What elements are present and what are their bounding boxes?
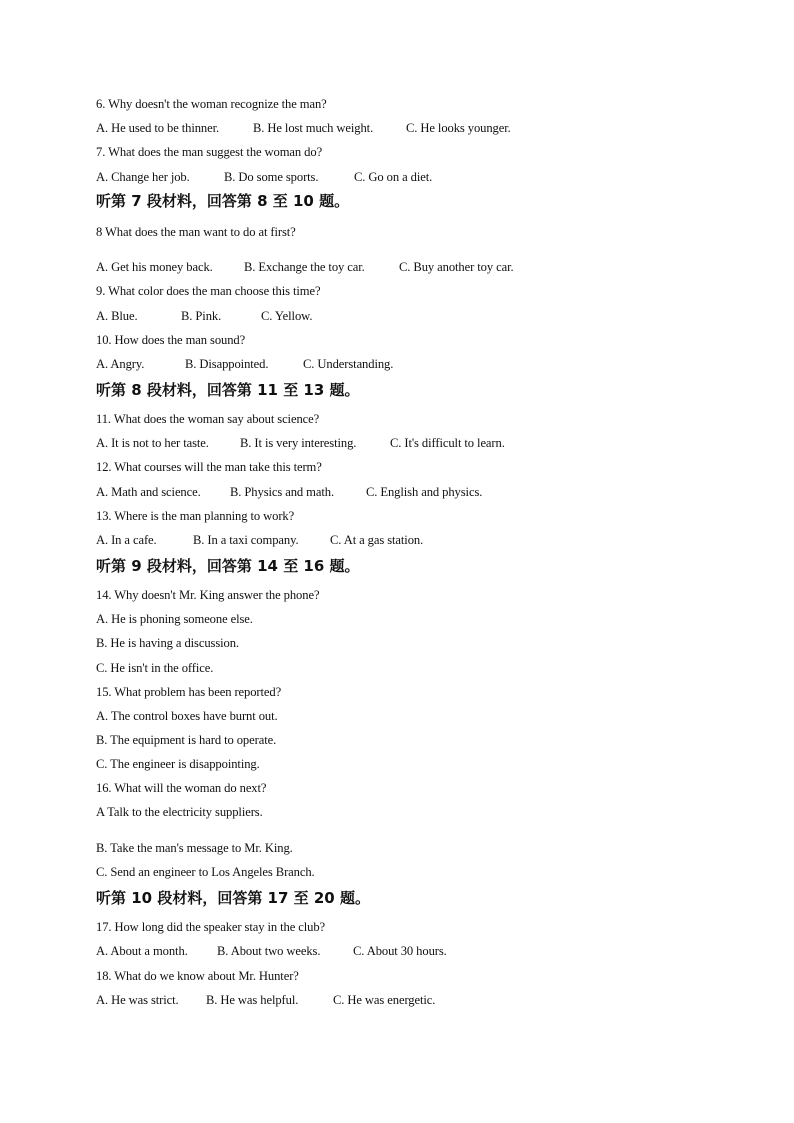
option-18a: A. He was strict.: [96, 993, 179, 1007]
option-13a: A. In a cafe.: [96, 533, 157, 547]
option-6c: C. He looks younger.: [406, 121, 511, 135]
option-17c: C. About 30 hours.: [353, 944, 447, 958]
option-10c: C. Understanding.: [303, 357, 394, 371]
options-18: [96, 992, 435, 1008]
option-15b: B. The equipment is hard to operate.: [96, 733, 277, 747]
option-14b: B. He is having a discussion.: [96, 636, 239, 650]
option-16b: B. Take the man's message to Mr. King.: [96, 841, 293, 855]
option-16c: C. Send an engineer to Los Angeles Branch.: [96, 865, 315, 879]
option-10b: B. Disappointed.: [185, 357, 269, 371]
option-9a: A. Blue.: [96, 309, 138, 323]
option-13c: C. At a gas station.: [330, 533, 424, 547]
question-17: 17. How long did the speaker stay in the club?: [96, 920, 326, 934]
section-heading-10: 听第 10 段材料，回答第 17 至 20 题。: [96, 889, 370, 907]
option-9b: B. Pink.: [181, 309, 222, 323]
option-15c: C. The engineer is disappointing.: [96, 757, 260, 771]
option-14c: C. He isn't in the office.: [96, 661, 214, 675]
option-8c: C. Buy another toy car.: [399, 260, 514, 274]
question-11: 11. What does the woman say about science?: [96, 412, 320, 426]
option-7b: B. Do some sports.: [224, 170, 319, 184]
option-11a: A. It is not to her taste.: [96, 436, 209, 450]
section-heading-7: 听第 7 段材料，回答第 8 至 10 题。: [96, 192, 350, 210]
question-8: 8 What does the man want to do at first?: [96, 225, 296, 239]
option-12a: A. Math and science.: [96, 485, 201, 499]
option-7c: C. Go on a diet.: [354, 170, 433, 184]
question-13: 13. Where is the man planning to work?: [96, 509, 295, 523]
option-7a: A. Change her job.: [96, 170, 190, 184]
question-12: 12. What courses will the man take this term?: [96, 460, 322, 474]
question-7: 7. What does the man suggest the woman do?: [96, 145, 323, 159]
question-6: 6. Why doesn't the woman recognize the man?: [96, 97, 327, 111]
option-13b: B. In a taxi company.: [193, 533, 299, 547]
option-9c: C. Yellow.: [261, 309, 313, 323]
option-17a: A. About a month.: [96, 944, 188, 958]
option-8b: B. Exchange the toy car.: [244, 260, 365, 274]
options-8: [96, 259, 514, 275]
option-12c: C. English and physics.: [366, 485, 483, 499]
option-18b: B. He was helpful.: [206, 993, 299, 1007]
option-12b: B. Physics and math.: [230, 485, 334, 499]
options-12: [96, 484, 482, 500]
question-10: 10. How does the man sound?: [96, 333, 246, 347]
option-6a: A. He used to be thinner.: [96, 121, 220, 135]
option-14a: A. He is phoning someone else.: [96, 612, 253, 626]
options-13: [96, 532, 423, 548]
options-7: [96, 169, 432, 185]
option-16a: A Talk to the electricity suppliers.: [96, 805, 263, 819]
option-11c: C. It's difficult to learn.: [390, 436, 505, 450]
question-9: 9. What color does the man choose this time?: [96, 284, 321, 298]
option-10a: A. Angry.: [96, 357, 145, 371]
options-11: [96, 435, 505, 451]
section-heading-8: 听第 8 段材料，回答第 11 至 13 题。: [96, 381, 360, 399]
options-10: [96, 356, 393, 372]
option-18c: C. He was energetic.: [333, 993, 436, 1007]
option-8a: A. Get his money back.: [96, 260, 213, 274]
question-15: 15. What problem has been reported?: [96, 685, 282, 699]
option-17b: B. About two weeks.: [217, 944, 321, 958]
options-6: [96, 120, 511, 136]
question-16: 16. What will the woman do next?: [96, 781, 267, 795]
question-18: 18. What do we know about Mr. Hunter?: [96, 969, 299, 983]
option-6b: B. He lost much weight.: [253, 121, 374, 135]
option-11b: B. It is very interesting.: [240, 436, 357, 450]
options-17: [96, 943, 447, 959]
options-9: [96, 308, 312, 324]
section-heading-9: 听第 9 段材料，回答第 14 至 16 题。: [96, 557, 360, 575]
option-15a: A. The control boxes have burnt out.: [96, 709, 278, 723]
question-14: 14. Why doesn't Mr. King answer the phone?: [96, 588, 320, 602]
